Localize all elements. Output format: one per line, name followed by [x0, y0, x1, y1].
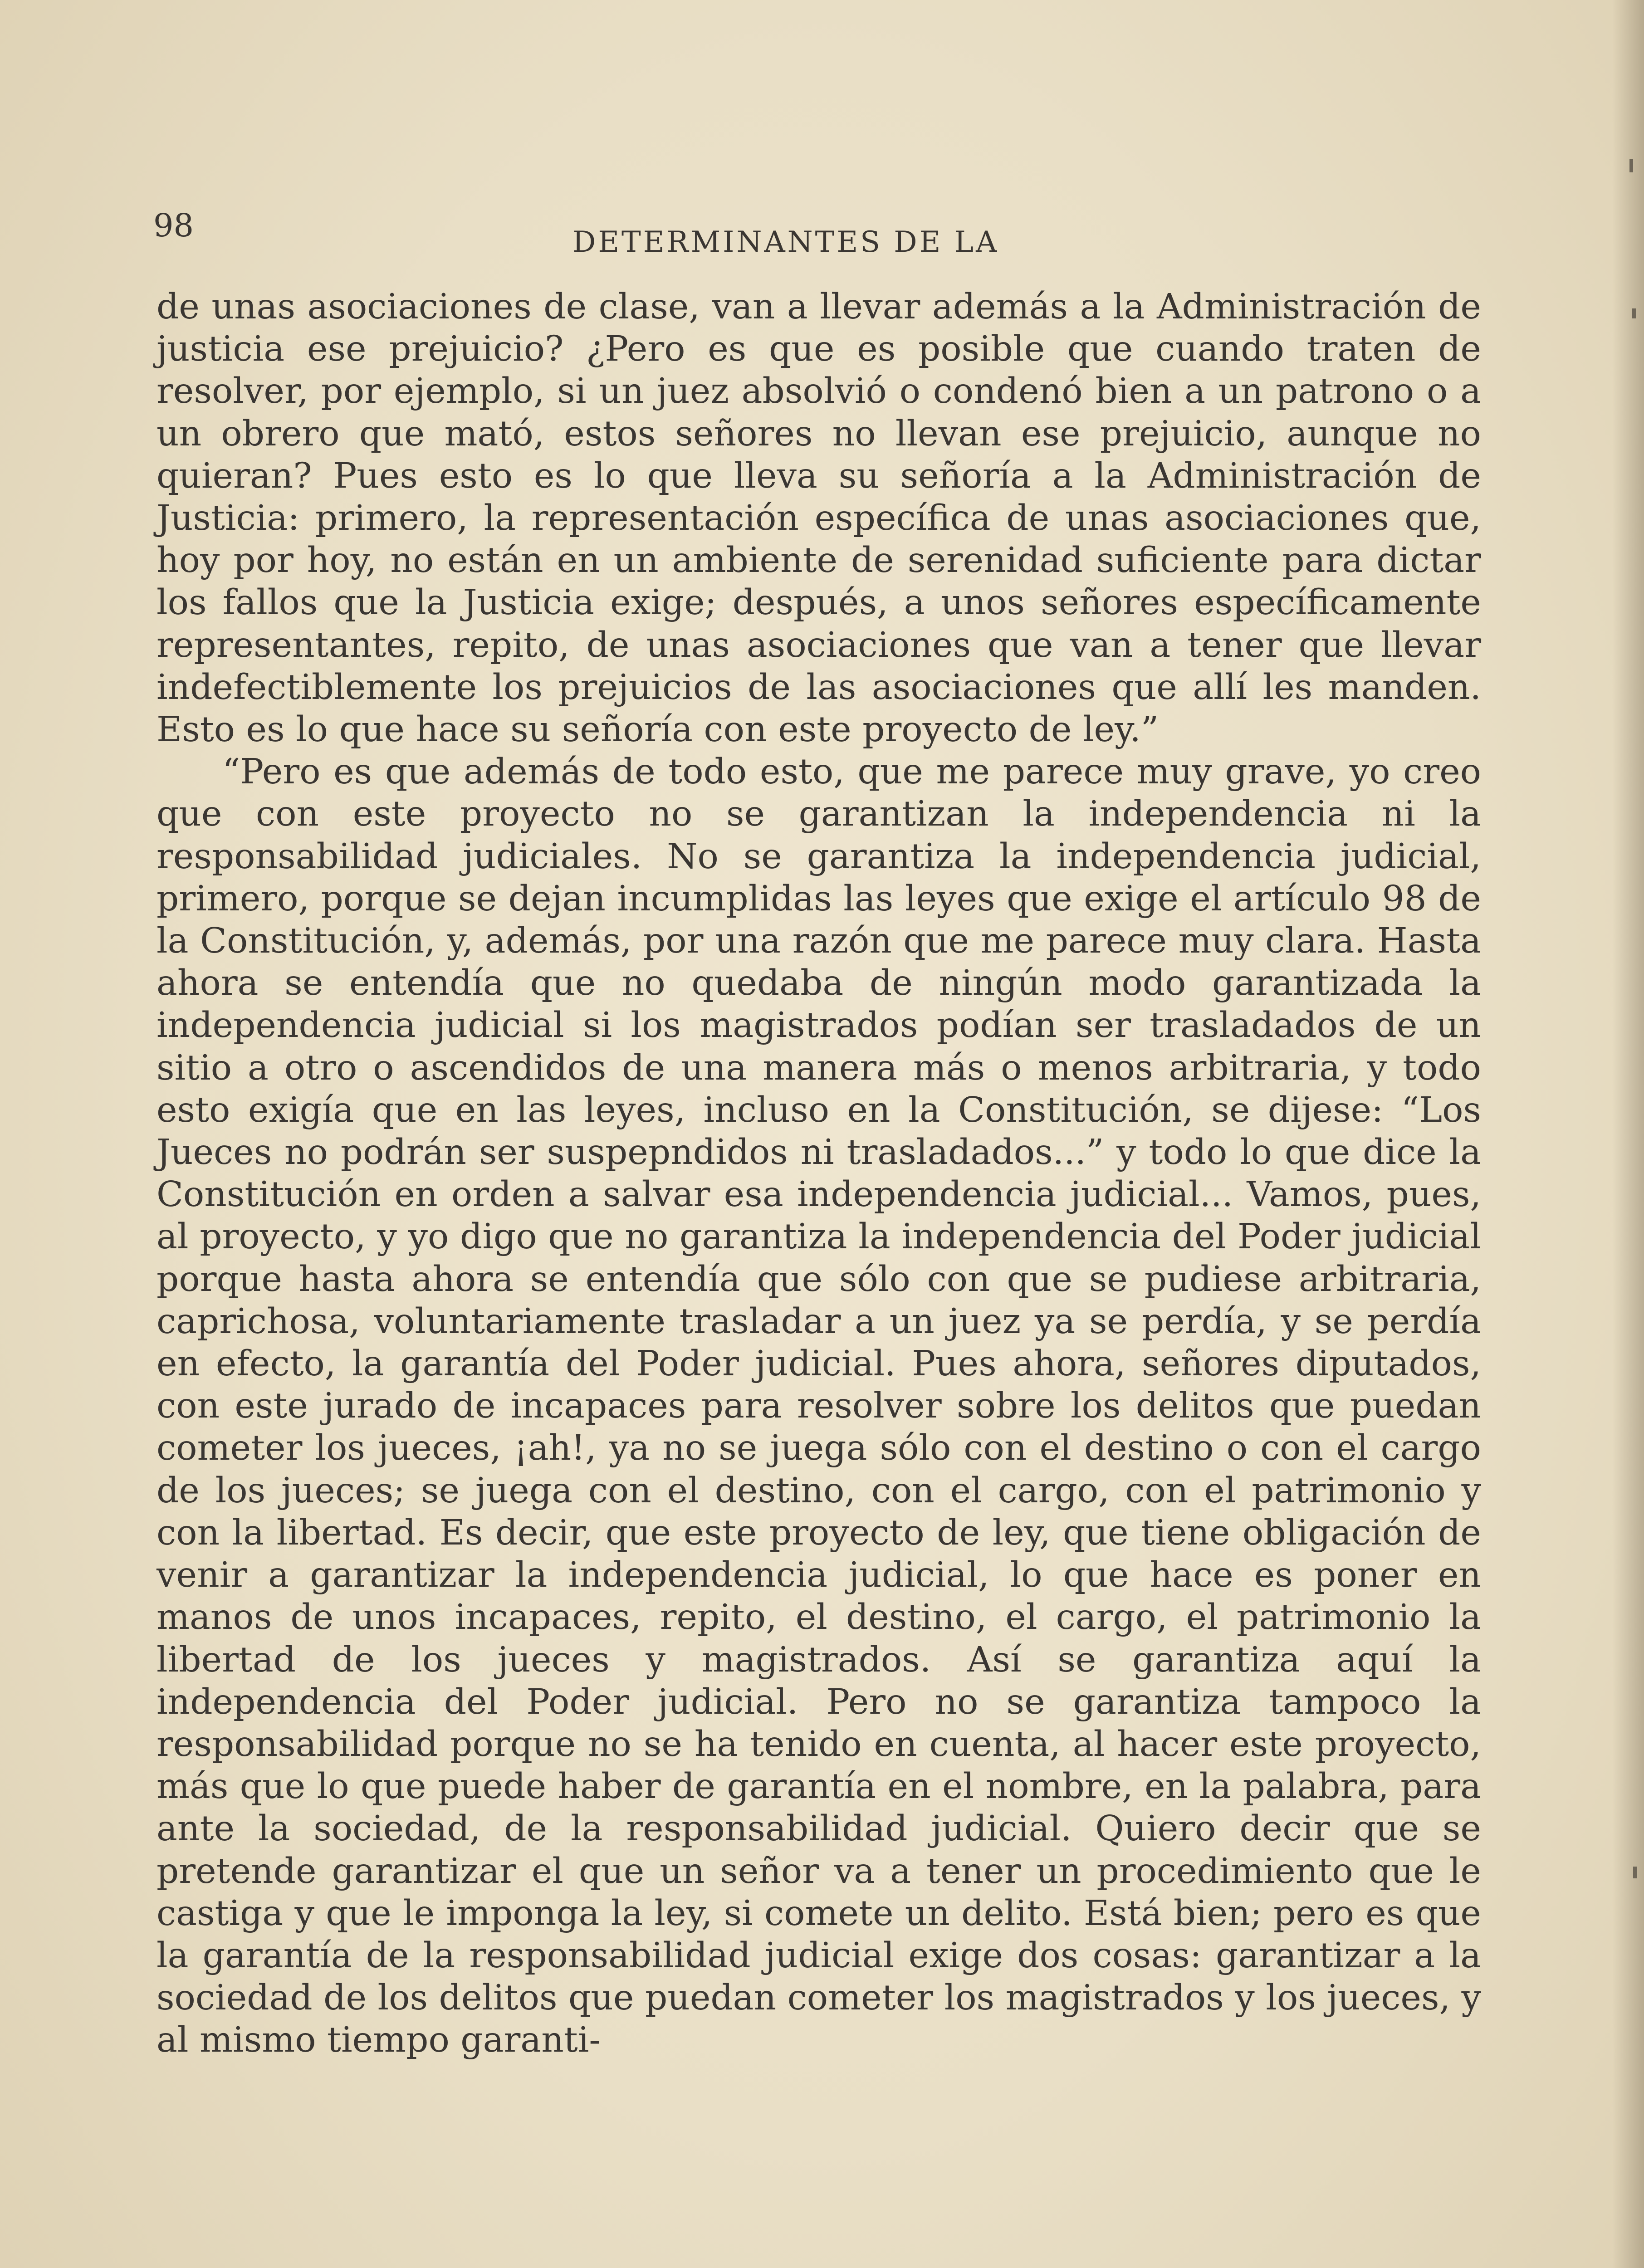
paragraph-1: de unas asociaciones de clase, van a llevar además a la Administración de justicia ese prejuicio? ¿Pero es que es posible que cuando traten de resolver, por ejemplo, si un juez absolvió o condenó bien a un patrono o a un obrero que mató, estos señores no llevan ese prejuicio, aunque no quieran? Pues esto es lo que lleva su señoría a la Administración de Justicia: primero, la representación específica de unas asociaciones que, hoy por hoy, no están en un ambiente de serenidad suficiente para dictar los fallos que la Justicia exige; después, a unos señores específicamente representantes, repito, de unas asociaciones que van a tener que llevar indefectiblemente los prejuicios de las asociaciones que allí les manden. Esto es lo que hace su señoría con este proyecto de ley.” — [157, 287, 1481, 750]
paragraph-2: “Pero es que además de todo esto, que me parece muy grave, yo creo que con este proyecto no se garantizan la independencia ni la responsabilidad judiciales. No se garantiza la independencia judicial, primero, porque se dejan incumplidas las leyes que exige el artículo 98 de la Constitución, y, además, por una razón que me parece muy clara. Hasta ahora se entendía que no quedaba de ningún modo garantizada la independencia judicial si los magistrados podían ser trasladados de un sitio a otro o ascendidos de una manera más o menos arbitraria, y todo esto exigía que en las leyes, incluso en la Constitución, se dijese: “Los Jueces no podrán ser suspepndidos ni trasladados...” y todo lo que dice la Constitución en orden a salvar esa independencia judicial... Vamos, pues, al proyecto, y yo digo que no garantiza la independencia del Poder judicial porque hasta ahora se entendía que sólo con que se pudiese arbitraria, caprichosa, voluntariamente trasladar a un juez ya se perdía, y se perdía en efecto, la garantía del Poder judicial. Pues ahora, señores diputados, con este jurado de incapaces para resolver sobre los delitos que puedan cometer los jueces, ¡ah!, ya no se juega sólo con el destino o con el cargo de los jueces; se juega con el destino, con el cargo, con el patrimonio y con la libertad. Es decir, que este proyecto de ley, que tiene obligación de venir a garantizar la independencia judicial, lo que hace es poner en manos de unos incapaces, repito, el destino, el cargo, el patrimonio la libertad de los jueces y magistrados. Así se garantiza aquí la independencia del Poder judicial. Pero no se garantiza tampoco la responsabilidad porque no se ha tenido en cuenta, al hacer este proyecto, más que lo que puede haber de garantía en el nombre, en la palabra, para ante la sociedad, de la responsabilidad judicial. Quiero decir que se pretende garantizar el que un señor va a tener un procedimiento que le castiga y que le imponga la ley, si comete un delito. Está bien; pero es que la garantía de la responsabilidad judicial exige dos cosas: garantizar a la sociedad de los delitos que puedan cometer los magistrados y los jueces, y al mismo tiempo garanti- — [157, 752, 1481, 2061]
page-number: 98 — [153, 207, 194, 244]
running-head: DETERMINANTES DE LA — [572, 225, 999, 259]
page-edge-shadow — [1612, 0, 1644, 2268]
margin-mark — [1633, 1867, 1637, 1878]
body-text — [157, 286, 1481, 2062]
margin-mark — [1629, 159, 1633, 172]
margin-mark — [1632, 308, 1636, 318]
